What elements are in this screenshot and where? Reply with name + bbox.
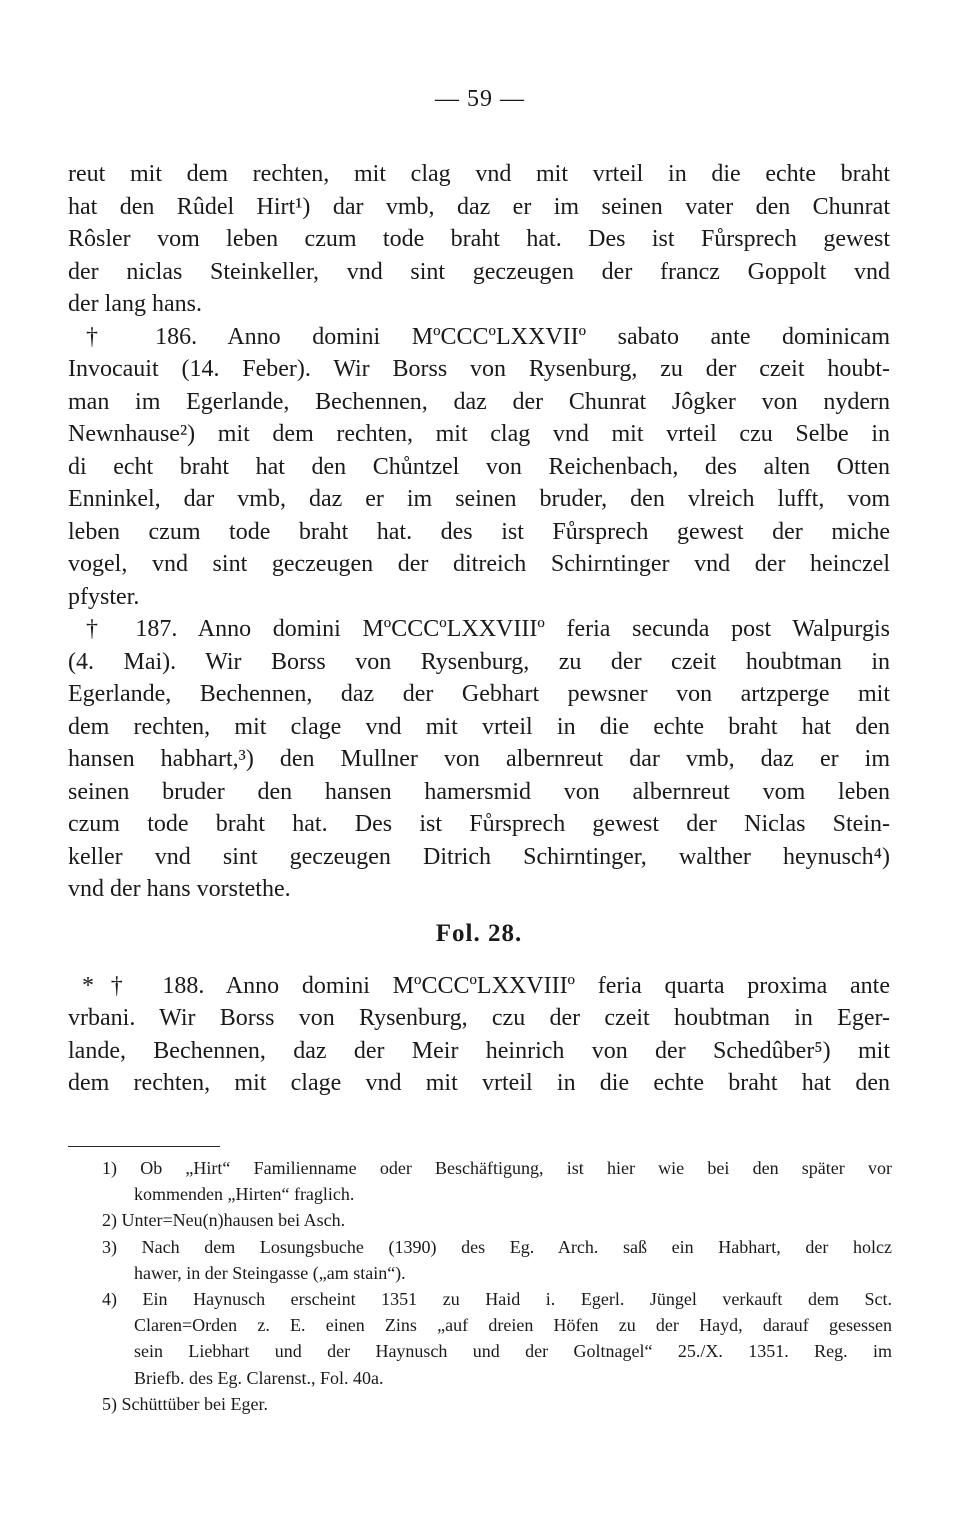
- entry-187-start: † 187. Anno domini MºCCCºLXXVIIIº feria secunda post Walpurgis: [86, 616, 890, 642]
- text-line: hat den Rûdel Hirt¹) dar vmb, daz er im seinen vater den Chunrat: [68, 193, 890, 220]
- text-line: Egerlande, Bechennen, daz der Gebhart pewsner von artzperge mit: [68, 681, 890, 707]
- text-line: keller vnd sint geczeugen Ditrich Schirntinger, walther heynusch⁴): [68, 843, 890, 870]
- footnote-4-cont: sein Liebhart und der Haynusch und der Goltnagel“ 25./X. 1351. Reg. im: [134, 1341, 892, 1362]
- text-line: czum tode braht hat. Des ist Fůrsprech gewest der Niclas Stein-: [68, 811, 890, 837]
- footnote-2: 2) Unter=Neu(n)hausen bei Asch.: [102, 1210, 346, 1231]
- footnote-divider: [68, 1146, 220, 1147]
- text-line: Newnhause²) mit dem rechten, mit clag vnd mit vrteil czu Selbe in: [68, 421, 890, 447]
- text-line: hansen habhart,³) den Mullner von albernreut dar vmb, daz er im: [68, 746, 890, 772]
- text-line: Invocauit (14. Feber). Wir Borss von Rysenburg, zu der czeit houbt-: [68, 356, 890, 382]
- text-line: man im Egerlande, Bechennen, daz der Chunrat Jôgker von nydern: [68, 388, 890, 415]
- text-line: (4. Mai). Wir Borss von Rysenburg, zu der czeit houbtman in: [68, 648, 890, 675]
- text-line: der niclas Steinkeller, vnd sint geczeugen der francz Goppolt vnd: [68, 258, 890, 285]
- footnote-4-cont: Briefb. des Eg. Clarenst., Fol. 40a.: [134, 1367, 384, 1388]
- section-heading: Fol. 28.: [435, 919, 523, 947]
- text-line: reut mit dem rechten, mit clag vnd mit vrteil in die echte braht: [68, 161, 890, 187]
- footnotes: [102, 1155, 892, 1417]
- text-line: dem rechten, mit clage vnd mit vrteil in die echte braht hat den: [68, 1070, 890, 1096]
- text-line: Rôsler vom leben czum tode braht hat. Des ist Fůrsprech gewest: [68, 226, 890, 252]
- footnote-1-cont: kommenden „Hirten“ fraglich.: [134, 1184, 355, 1205]
- footnote-5: 5) Schüttüber bei Eger.: [102, 1393, 268, 1414]
- footnote-3-cont: hawer, in der Steingasse („am stain“).: [134, 1262, 406, 1283]
- text-line: dem rechten, mit clage vnd mit vrteil in die echte braht hat den: [68, 713, 890, 740]
- section-heading-block: [68, 906, 890, 970]
- text-line: di echt braht hat den Chůntzel von Reichenbach, des alten Otten: [68, 453, 890, 480]
- footnote-4-cont: Claren=Orden z. E. einen Zins „auf dreien Höfen zu der Hayd, darauf gesessen: [134, 1315, 892, 1336]
- text-line: vnd der hans vorstethe.: [68, 876, 291, 902]
- text-line: pfyster.: [68, 583, 140, 610]
- main-text: [68, 158, 890, 1100]
- entry-186-start: † 186. Anno domini MºCCCºLXXVIIº sabato ante dominicam: [86, 323, 890, 350]
- text-line: vogel, vnd sint geczeugen der ditreich Schirntinger vnd der heinczel: [68, 551, 890, 577]
- text-line: der lang hans.: [68, 291, 202, 317]
- page-number: — 59 —: [435, 86, 525, 112]
- text-line: seinen bruder den hansen hamersmid von albernreut vom leben: [68, 778, 890, 805]
- footnote-3: 3) Nach dem Losungsbuche (1390) des Eg. Arch. saß ein Habhart, der holcz: [102, 1236, 892, 1257]
- footnote-1: 1) Ob „Hirt“ Familienname oder Beschäftigung, ist hier wie bei den später vor: [102, 1158, 892, 1178]
- text-line: vrbani. Wir Borss von Rysenburg, czu der czeit houbtman in Eger-: [68, 1005, 890, 1031]
- footnote-4: 4) Ein Haynusch erscheint 1351 zu Haid i. Egerl. Jüngel verkauft dem Sct.: [102, 1288, 892, 1309]
- entry-188-start: *† 188. Anno domini MºCCCºLXXVIIIº feria quarta proxima ante: [82, 972, 890, 999]
- text-line: Enninkel, dar vmb, daz er im seinen bruder, den vlreich lufft, vom: [68, 486, 890, 512]
- text-line: lande, Bechennen, daz der Meir heinrich von der Schedûber⁵) mit: [68, 1037, 890, 1064]
- text-line: leben czum tode braht hat. des ist Fůrsprech gewest der miche: [68, 518, 890, 545]
